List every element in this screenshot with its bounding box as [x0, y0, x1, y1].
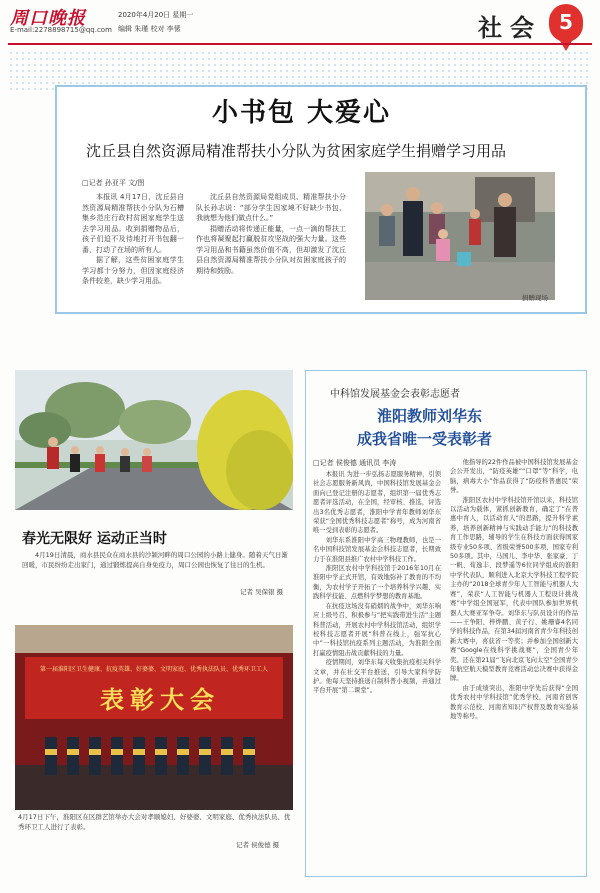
right-article-byline: □记者 侯俊德 通讯员 李涛	[313, 459, 397, 467]
paragraph: 淮阳区农村中学科技馆于2016年10月在淮阳中学正式开馆，有效地弥补了教育的不均衡，为农村学子开拓了一个培养科学兴趣、实践科学技能、点燃科学梦想的教育基地。	[313, 565, 441, 601]
right-article-kicker: 中科馆发展基金会表彰志愿者	[330, 389, 460, 400]
paragraph: 刘华东系淮阳中学高三物理教师，也是一名中国科技馆发展基金会科技志愿者，长期致力于在淮阳县推广农村中学科技工作。	[313, 536, 441, 563]
top-article-column-1	[82, 192, 184, 287]
paragraph: 本报讯 为进一步弘扬志愿服务精神，引领社会志愿服务新风尚，中国科技馆发展基金会面向已登记注册的志愿者，组织第一届优秀志愿者评选活动，在全国，经审核、推选，评选出3名优秀志愿者，淮阳中学青年教师刘华东荣获“全国优秀科技志愿者”称号，成为河南省唯一受到表彰的志愿者。	[313, 471, 441, 535]
donation-scene-image	[365, 172, 555, 300]
top-article-headline: 小书包 大爱心	[212, 98, 392, 128]
spring-article-caption: 4月19日清晨，商水县民众在商水县的沙颍河畔的周口公园的小路上健身。随着天气日渐回暖，市民纷纷走出家门，通过锻炼提高自身免疫力，周口公园也恢复了往日的生机。	[22, 551, 288, 569]
issue-date: 2020年4月20日 星期一	[118, 11, 194, 19]
paragraph: 在抗疫这场没有硝烟的战争中，刘华东响应上级号召，积极参与“把实践带进生活”主题科普活动，开展农村中学科技馆活动，组织学校科技志愿者开展“科普在线上，强军抗心中”一科技馆抗疫系列主题活动，为淮阳全面打赢疫情阻击战贡献科技的力量。	[313, 602, 441, 657]
right-article-headline-line2: 成我省唯一受表彰者	[357, 430, 493, 448]
newspaper-logo: 周口晚报	[10, 8, 86, 29]
right-article-column-1	[313, 470, 441, 696]
donation-photo	[365, 172, 555, 300]
paragraph: 他指导的22件作品被中国科技馆发展基金会公开发出，“防疫英雄”“口罩”等“科学，电脑，病毒大小”作品获得了“防疫科普惠民”荣誉。	[450, 459, 578, 495]
right-article-headline-line1: 淮阳教师刘华东	[377, 407, 483, 425]
top-article-byline: □记者 孙亚平 文/图	[82, 179, 145, 187]
section-title: 社会	[478, 13, 542, 42]
paragraph: 据了解，这些贫困家庭学生学习都十分努力，但因家庭经济条件较差，缺少学习用品。	[82, 256, 184, 285]
decorative-dot-pattern	[8, 50, 592, 90]
masthead-rule	[8, 43, 592, 45]
award-ceremony-image	[15, 625, 293, 810]
award-article-credit: 记者 侯俊德 摄	[236, 841, 280, 849]
award-ceremony-photo	[15, 625, 293, 810]
page-number-badge: 5	[549, 4, 583, 42]
award-article-caption: 4月17日下午，淮阳区在区群艺馆举办大会对孝顺媳妇、好婆婆、文明家庭、优秀执法队员、优秀环卫工人进行了表彰。	[18, 813, 291, 831]
paragraph: 疫情期间，刘华东每天收集抗疫相关科学文章，并在社交平台推送，引导大家科学防护。他每天坚持推送自制科普小视频，并通过平台开展“第二课堂”。	[313, 659, 441, 695]
paragraph: 由于成绩突出，淮阳中学先后获得“全国优秀农村中学科技馆”优秀学校，河南省创客教育示范校、河南省知识产权普及教育实验基地等称号。	[450, 684, 578, 720]
editor-credits: 编辑 朱瑾 校对 李愫	[118, 25, 181, 33]
paragraph: 本报讯 4月17日，沈丘县自然资源局精准帮扶小分队为石槽集乡范庄行政村贫困家庭学生送去学习用品。收到捐赠物品后，孩子们迫不及待地打开书包翻一番，打动了在场的所有人。	[82, 193, 184, 254]
contact-email: E-mail:2278898715@qq.com	[10, 26, 112, 34]
spring-exercise-photo	[15, 370, 293, 510]
ceremony-banner-text: 第一届淮阳区卫生健康、抗疫英雄、好婆婆、文明家庭、优秀执法队员、优秀环卫工人	[39, 666, 268, 673]
top-article-column-2	[196, 192, 346, 276]
paragraph: 捐赠活动将传递正能量，一点一滴的帮扶工作也将凝聚起打赢脱贫攻坚战的强大力量。这些学习用品和书籍虽然价值不高，但却激发了沈丘县自然资源局精准帮扶小分队对贫困家庭孩子的期待和鼓励。	[196, 224, 346, 275]
ceremony-stage-title: 表彰大会	[100, 686, 220, 714]
top-article-subheadline: 沈丘县自然资源局精准帮扶小分队为贫困家庭学生捐赠学习用品	[86, 142, 507, 160]
spring-article-headline: 春光无限好 运动正当时	[22, 531, 167, 547]
paragraph: 沈丘县自然资源局党组成员、精准帮扶小分队长孙志说：“部分学生因家境不好缺少书包，我就想为他们做点什么。”	[196, 193, 346, 222]
park-exercise-image	[15, 370, 293, 510]
right-article-column-2	[450, 458, 578, 721]
paragraph: 淮阳区农村中学科技馆开馆以来，科技馆以活动为载体，紧抓创新教育，确定了“在普惠中育人，以活动育人”的思路，提升科学素养，培养创新精神与实践动手能力”的科技教育工作思路，辅导的学生在科技方面获得国家级专业50多项、省级荣誉500多项，国家专利50多项。其中，马国儿、李中华、张家豪、丁一帆、荀逸丰、段梦遥等6位同学组成的淮阳中学代表队，顺利进入北京大学科技工程学院主办的“2018全球青少年人工智能与机器人大赛”，荣获“人工智能与机器人工程设计挑战赛”中学组全国冠军，代表中国队参加世界机器人大赛亚军争夺。刘华东与队员设计的作品——王争阳、梓烨鹏、黄子行、姚珊睿4名同学的科技作品，在第34届河南省青少年科技创新大赛中，喜获省一等奖；并参加全国创新大赛“Google在线科学挑战赛”，全国青少年奖。还在第21届“飞向北京飞向太空”全国青少年航空航天模型教育竞赛活动总决赛中获得金牌。	[450, 496, 578, 683]
spring-article-credit: 记者 吴保银 摄	[240, 588, 284, 596]
photo-caption: 捐赠现场	[522, 294, 548, 302]
